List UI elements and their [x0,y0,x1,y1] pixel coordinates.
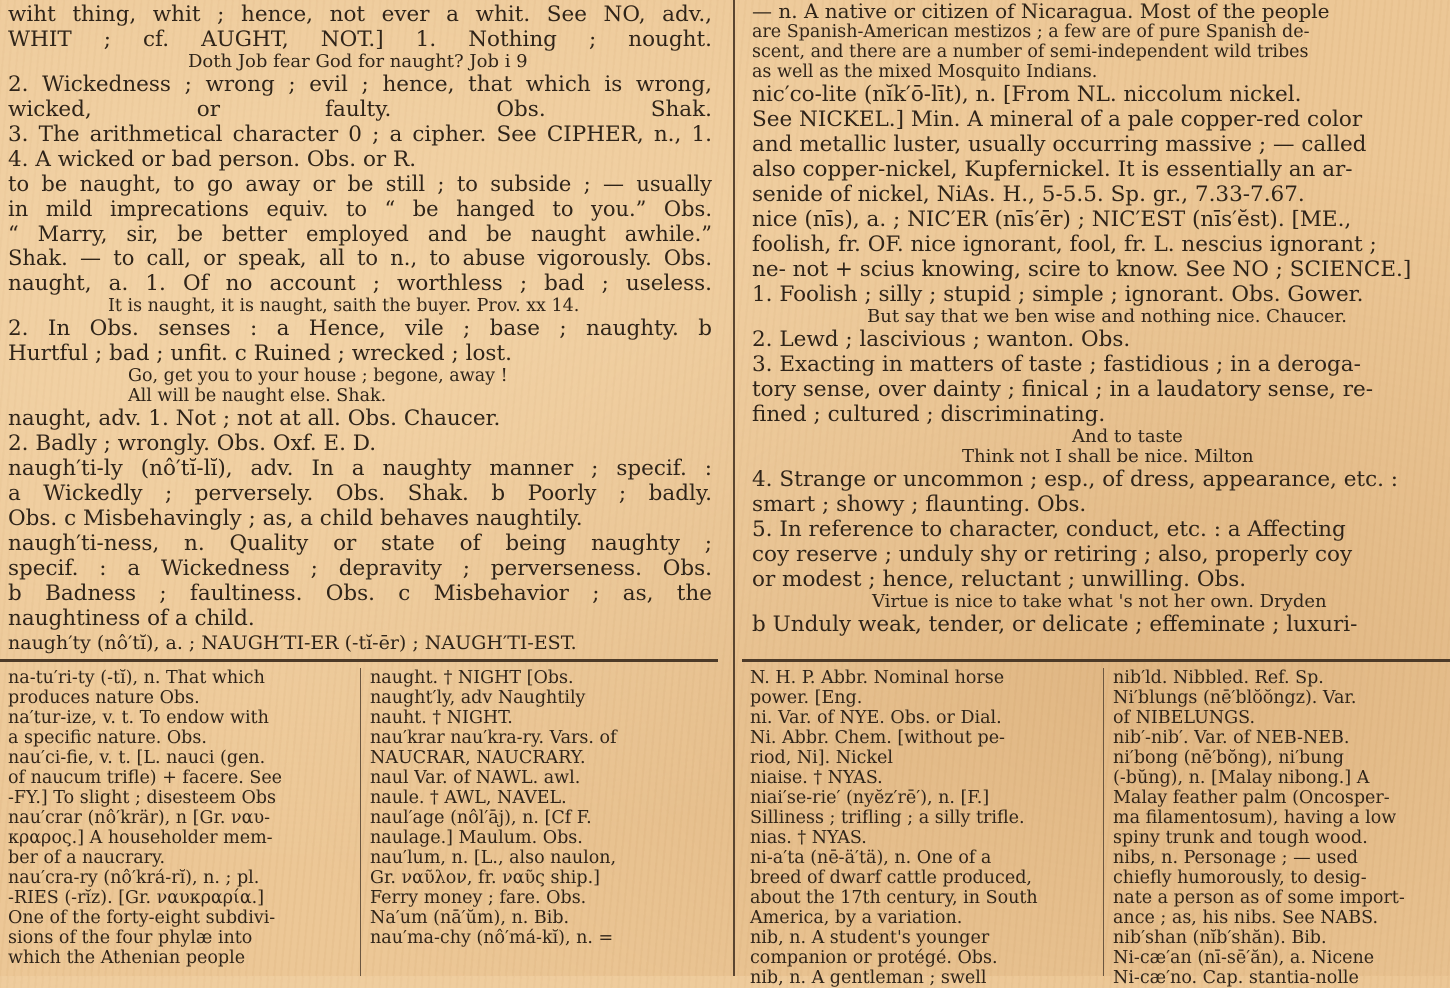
footnote-line: nias. † NYAS. [750,828,867,848]
footnote-line: nib′ld. Nibbled. Ref. Sp. [1113,668,1324,688]
section-rule-left [0,659,718,662]
footnote-column-2 [370,668,712,976]
footnote-line: naul′age (nôl′āj), n. [Cf F. [370,808,592,828]
footnote-line: Silliness ; trifling ; a silly trifle. [750,808,1025,828]
text-line: are Spanish-American mestizos ; a few are of pure Spanish de- [752,22,1310,42]
quote-line: It is naught, it is naught, saith the buyer. Prov. xx 14. [108,296,580,317]
text-line: senide of nickel, NiAs. H., 5-5.5. Sp. gr., 7.33-7.67. [752,182,1305,207]
footnote-line: nau′crar (nô′krär), n [Gr. ναυ- [8,808,271,828]
text-line: Shak. — to call, or speak, all to n., to abuse vigorously. Obs. [8,246,712,271]
footnote-column-3 [750,668,1096,988]
text-line: Hurtful ; bad ; unfit. c Ruined ; wrecked ; lost. [8,341,512,367]
quote-line: But say that we ben wise and nothing nice. Chaucer. [867,306,1347,327]
text-line: wiht thing, whit ; hence, not ever a whit. See NO, adv., [8,2,712,27]
footnote-line: nau′lum, n. [L., also naulon, [370,848,617,868]
text-line: wicked, or faulty. Obs. Shak. [8,97,712,122]
footnote-line: Ni-cæ′an (nī-sē′ăn), a. Nicene [1113,948,1375,968]
quote-line: All will be naught else. Shak. [128,386,387,407]
footnote-line: companion or protégé. Obs. [750,948,998,968]
footnote-line: nau′ci-fie, v. t. [L. nauci (gen. [8,748,266,768]
footnote-line: ma filamentosum), having a low [1113,808,1397,828]
footnote-line: which the Athenian people [8,948,246,968]
text-line: also copper-nickel, Kupfernickel. It is essentially an ar- [752,157,1353,182]
text-line: in mild imprecations equiv. to “ be hanged to you.” Obs. [8,196,712,221]
footnote-line: spiny trunk and tough wood. [1113,828,1368,848]
text-line: 2. In Obs. senses : a Hence, vile ; base ; naughty. b [8,316,712,342]
footnote-line: produces nature Obs. [8,688,200,708]
text-line: 3. The arithmetical character 0 ; a cipher. See CIPHER, n., 1. [8,122,712,147]
footnote-line: naul Var. of NAWL. awl. [370,768,581,788]
footnote-line: -FY.] To slight ; disesteem Obs [8,788,276,808]
text-line: scent, and there are a number of semi-independent wild tribes [752,42,1309,62]
footnote-line: nau′ma-chy (nô′má-kĭ), n. = [370,928,614,948]
footnote-line: nib′-nib′. Var. of NEB-NEB. [1113,728,1350,748]
footnote-line: power. [Eng. [750,688,863,708]
footnote-line: about the 17th century, in South [750,888,1038,908]
text-line: smart ; showy ; flaunting. Obs. [752,492,1087,517]
footnote-line: NAUCRAR, NAUCRARY. [370,748,586,768]
footnote-line: Ni′blungs (nē′blŏŏngz). Var. [1113,688,1357,708]
text-line: 1. Foolish ; silly ; stupid ; simple ; ignorant. Obs. Gower. [752,282,1364,307]
text-line: 2. Wickedness ; wrong ; evil ; hence, that which is wrong, [8,72,712,97]
section-rule-right [742,659,1450,662]
footnote-line: Gr. ναῦλον, fr. ναῦς ship.] [370,868,600,888]
footnote-line: nau′cra-ry (nô′krá-rĭ), n. ; pl. [8,868,260,888]
text-line: as well as the mixed Mosquito Indians. [752,62,1098,82]
footnote-line: naught. † NIGHT [Obs. [370,668,574,688]
footnote-line: niaise. † NYAS. [750,768,883,788]
text-line: ne- not + scius knowing, scire to know. See NO ; SCIENCE.] [752,257,1412,282]
text-line: 4. A wicked or bad person. Obs. or R. [8,147,417,172]
entry-naughtiness: naugh′ti-ness, n. Quality or state of being naughty ; [8,531,712,557]
text-line: 2. Lewd ; lascivious ; wanton. Obs. [752,327,1131,352]
footnote-line: America, by a variation. [750,908,963,928]
text-line: b Badness ; faultiness. Obs. c Misbehavior ; as, the [8,581,712,607]
entry-naughtily: naugh′ti-ly (nô′tĭ-lĭ), adv. In a naughty manner ; specif. : [8,456,712,482]
text-line: — n. A native or citizen of Nicaragua. Most of the people [752,0,1330,23]
text-line: 4. Strange or uncommon ; esp., of dress, appearance, etc. : [752,467,1399,492]
footnote-line: nate a person as of some import- [1113,888,1405,908]
footnote-line: nib′shan (nĭb′shăn). Bib. [1113,928,1327,948]
footnote-line: Ni. Abbr. Chem. [without pe- [750,728,1005,748]
footnote-line: of NIBELUNGS. [1113,708,1256,728]
footnote-line: ni-a′ta (nē-ä′tä), n. One of a [750,848,992,868]
footnote-line: ni′bong (nē′bŏng), ni′bung [1113,748,1344,768]
footnote-line: of naucum trifle) + facere. See [8,768,283,788]
footnote-line: naulage.] Maulum. Obs. [370,828,583,848]
entry-naughty: naugh′ty (nô′tĭ), a. ; NAUGH′TI-ER (-tĭ-ēr) ; NAUGH′TI-EST. [8,632,577,655]
footnote-column-divider [360,668,361,976]
entry-naught-adv: naught, adv. 1. Not ; not at all. Obs. Chaucer. [8,406,501,432]
text-line: and metallic luster, usually occurring massive ; — called [752,132,1367,157]
footnote-line: Na′um (nā′ŭm), n. Bib. [370,908,570,928]
text-line: 3. Exacting in matters of taste ; fastidious ; in a deroga- [752,352,1361,377]
footnote-line: a specific nature. Obs. [8,728,207,748]
text-line: fined ; cultured ; discriminating. [752,402,1106,427]
quote-line: Doth Job fear God for naught? Job i 9 [188,51,528,72]
footnote-line: Ni-cæ′no. Cap. stantia-nolle [1113,968,1359,988]
column-divider [733,0,735,976]
footnote-column-1 [8,668,354,976]
footnote-line: Ferry money ; fare. Obs. [370,888,587,908]
footnote-line: niai′se-rie′ (nyĕz′rē′), n. [F.] [750,788,990,808]
text-line: 5. In reference to character, conduct, etc. : a Affecting [752,517,1346,542]
footnote-line: (-bŭng), n. [Malay nibong.] A [1113,768,1370,788]
text-line: naughtiness of a child. [8,606,255,632]
footnote-line: na′tur-ize, v. t. To endow with [8,708,269,728]
footnote-line: nauht. † NIGHT. [370,708,513,728]
text-line: or modest ; hence, reluctant ; unwilling. Obs. [752,567,1247,592]
footnote-line: naule. † AWL, NAVEL. [370,788,567,808]
footnote-line: N. H. P. Abbr. Nominal horse [750,668,1005,688]
footnote-column-4 [1113,668,1450,988]
footnote-line: -RIES (-rĭz). [Gr. ναυκραρία.] [8,888,265,908]
quote-line: Think not I shall be nice. Milton [962,446,1254,467]
text-line: specif. : a Wickedness ; depravity ; perverseness. Obs. [8,556,712,582]
column-top-left [8,2,712,654]
footnote-line: ance ; as, his nibs. See NABS. [1113,908,1379,928]
text-line: Obs. c Misbehavingly ; as, a child behaves naughtily. [8,506,583,532]
text-line: tory sense, over dainty ; finical ; in a laudatory sense, re- [752,377,1373,402]
footnote-line: breed of dwarf cattle produced, [750,868,1032,888]
footnote-line: One of the forty-eight subdivi- [8,908,276,928]
column-top-right [752,0,1450,654]
quote-line: Virtue is nice to take what 's not her own. Dryden [872,591,1327,612]
text-line: WHIT ; cf. AUGHT, NOT.] 1. Nothing ; nought. [8,27,712,52]
text-line: foolish, fr. OF. nice ignorant, fool, fr. L. nescius ignorant ; [752,232,1377,257]
text-line: “ Marry, sir, be better employed and be naught awhile.” [8,221,712,246]
footnote-line: κραρος.] A householder mem- [8,828,273,848]
footnote-line: chiefly humorously, to desig- [1113,868,1367,888]
footnote-line: nib, n. A gentleman ; swell [750,968,987,988]
text-line: coy reserve ; unduly shy or retiring ; also, properly coy [752,542,1353,567]
footnote-line: naught′ly, adv Naughtily [370,688,586,708]
footnote-line: nau′krar nau′kra-ry. Vars. of [370,728,617,748]
quote-line: And to taste [1072,426,1183,447]
entry-niccolite: nic′co-lite (nĭk′ō-līt), n. [From NL. niccolum nickel. [752,82,1302,107]
text-line: See NICKEL.] Min. A mineral of a pale copper-red color [752,107,1363,132]
footnote-line: ni. Var. of NYE. Obs. or Dial. [750,708,1002,728]
footnote-line: nibs, n. Personage ; — used [1113,848,1358,868]
text-line: 2. Badly ; wrongly. Obs. Oxf. E. D. [8,431,377,457]
text-line: to be naught, to go away or be still ; to subside ; — usually [8,172,712,196]
footnote-line: Malay feather palm (Oncosper- [1113,788,1390,808]
footnote-line: na-tu′ri-ty (-tĭ), n. That which [8,668,265,688]
footnote-line: ber of a naucrary. [8,848,166,868]
text-line: a Wickedly ; perversely. Obs. Shak. b Poorly ; badly. [8,481,712,507]
text-line: b Unduly weak, tender, or delicate ; effeminate ; luxuri- [752,612,1358,637]
footnote-column-divider [1103,668,1104,976]
footnote-line: sions of the four phylæ into [8,928,253,948]
quote-line: Go, get you to your house ; begone, away ! [128,366,508,387]
entry-naught-adj: naught, a. 1. Of no account ; worthless ; bad ; useless. [8,271,712,297]
entry-nice: nice (nīs), a. ; NIC′ER (nīs′ēr) ; NIC′EST (nīs′ĕst). [ME., [752,207,1352,232]
footnote-line: riod, Ni]. Nickel [750,748,893,768]
footnote-line: nib, n. A student's younger [750,928,990,948]
